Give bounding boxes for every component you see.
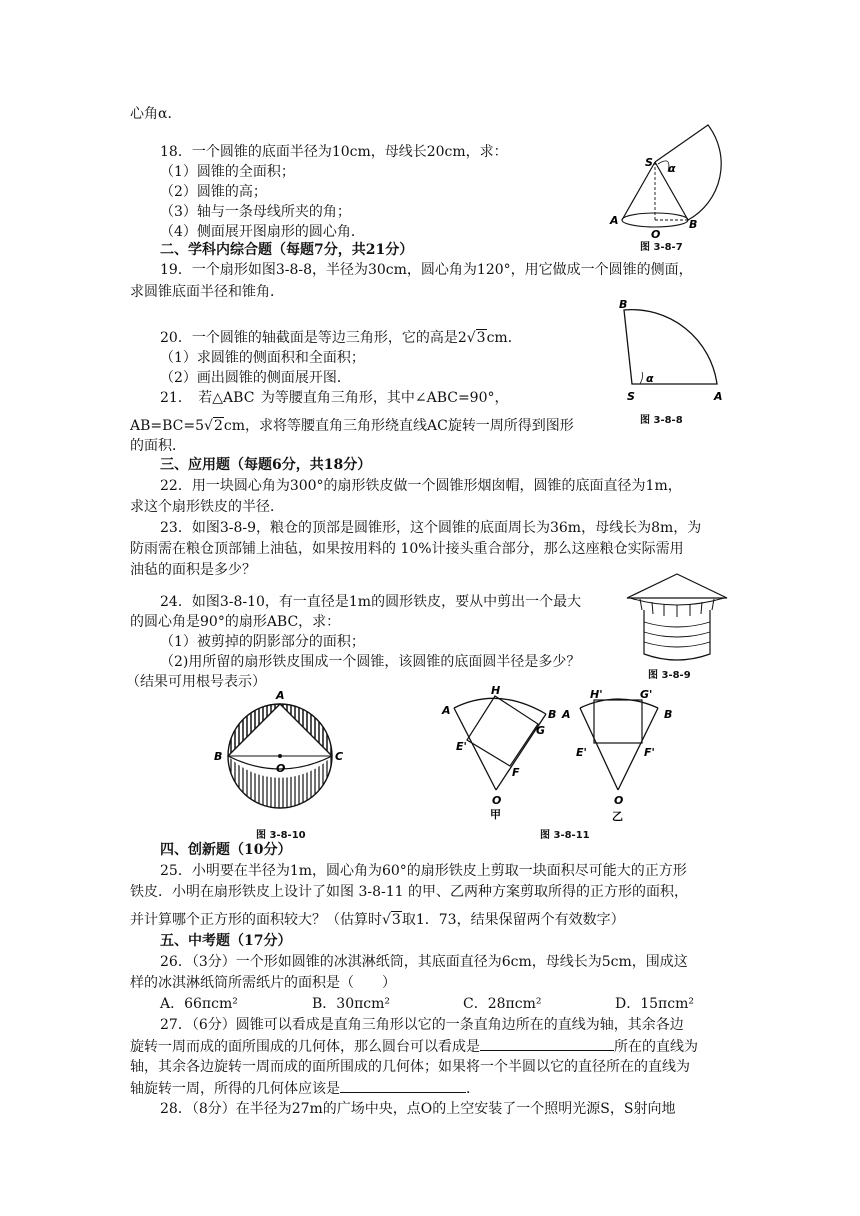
label-A: A [442,704,451,717]
sqrt-symbol: √3 [466,330,486,346]
label-G-prime: G' [640,688,653,701]
label-H-prime: H' [590,688,603,701]
q27-text: 旋转一周而成的面所围成的几何体，那么圆台可以看成是 [130,1039,480,1055]
q20-part1: （1）求圆锥的侧面积和全面积； [160,350,365,366]
label-B: B [664,708,673,721]
caption-3-8-11: 图 3-8-11 [540,830,590,841]
label-E-prime: E' [456,740,467,753]
label-F: F [512,766,520,779]
label-A: A [610,214,619,227]
figure-3-8-11-jia [440,684,560,819]
q27-line2 [130,1036,698,1057]
section-3-heading: 三、应用题（每题6分，共18分） [160,457,372,473]
figure-3-8-9 [622,570,732,665]
label-O: O [492,794,502,807]
q18-part2: （2）圆锥的高； [160,184,267,200]
label-yi: 乙 [612,810,623,823]
q24-line2: 的圆心角是90°的扇形ABC，求： [130,614,341,630]
q23-line1: 23．如图3-8-9，粮仓的顶部是圆锥形，这个圆锥的底面周长为36m，母线长为8m，为 [160,520,702,536]
section-5-heading: 五、中考题（17分） [160,933,292,949]
q25-rest: 取1．73，结果保留两个有效数字） [401,912,625,928]
q20-text: 20．一个圆锥的轴截面是等边三角形，它的高是 [160,330,458,346]
q20-line1 [160,328,522,348]
q18-part4: （4）侧面展开图扇形的圆心角． [160,224,365,240]
label-A: A [562,708,571,721]
figure-3-8-7 [600,120,750,250]
label-B: B [214,750,223,763]
label-A: A [714,390,723,403]
q18-part3: （3）轴与一条母线所夹的角； [160,204,351,220]
q27-line1: 27．（6分）圆锥可以看成是直角三角形以它的一条直角边所在的直线为轴，其余各边 [160,1017,684,1033]
q20-coef: 2 [457,330,467,346]
figure-3-8-11-yi [560,684,690,822]
caption-3-8-7: 图 3-8-7 [640,242,683,253]
q25-text: 并计算哪个正方形的面积较大？（估算时 [130,912,382,928]
sqrt-symbol: √3 [382,912,401,928]
q23-line2: 防雨需在粮仓顶部铺上油毡，如果按用料的 10%计接头重合部分，那么这座粮仓实际需用 [130,541,684,557]
q18-part1: （1）圆锥的全面积； [160,164,295,180]
q27-end: ． [466,1081,480,1097]
label-O: O [614,794,624,807]
section-4-heading: 四、创新题（10分） [160,842,292,858]
label-S: S [627,390,635,403]
label-H: H [491,684,501,697]
label-A: A [276,689,285,702]
caption-3-8-8: 图 3-8-8 [640,415,683,426]
figure-3-8-10 [210,690,350,822]
q27-line4 [130,1078,480,1099]
q21-line2 [130,416,574,436]
q27-line3: 轴，其余各边旋转一周而成的面所围成的几何体；如果将一个半圆以它的直径所在的直线为 [130,1059,690,1075]
q19-line2: 求圆锥底面半径和锥角． [130,284,284,300]
label-B: B [689,218,698,231]
label-O: O [276,762,286,775]
section-2-heading: 二、学科内综合题（每题7分，共21分） [160,242,414,258]
label-alpha: α [668,162,676,175]
label-F-prime: F' [644,746,655,759]
caption-3-8-9: 图 3-8-9 [648,670,691,681]
label-S: S [645,156,653,169]
answer-blank-1[interactable] [480,1036,614,1051]
q21-rest: cm，求将等腰直角三角形绕直线AC旋转一周所得到图形 [223,418,574,434]
q24-line3: （结果可用根号表示） [126,674,266,690]
q24-part1: （1）被剪掉的阴影部分的面积； [160,634,365,650]
q26-option-b: B．30πcm² [312,996,391,1012]
q21-radicand: 2 [213,418,223,434]
q27-text-post: 所在的直线为 [614,1039,698,1055]
q21-line3: 的面积． [130,438,186,454]
q26-option-d: D．15πcm² [615,996,694,1012]
q28-line1: 28．（8分）在半径为27m的广场中央，点O的上空安装了一个照明光源S，S射向地 [160,1101,676,1117]
label-O: O [651,228,661,241]
q21-ab: AB=BC=5 [130,418,205,434]
label-C: C [335,750,344,763]
q26-line2: 样的冰淇淋纸筒所需纸片的面积是（ ） [130,975,396,991]
label-E-prime: E' [576,746,587,759]
label-jia: 甲 [490,808,501,821]
q26-line1: 26．（3分）一个形如圆锥的冰淇淋纸筒，其底面直径为6cm，母线长为5cm，围成这 [160,954,688,970]
q25-radicand: 3 [391,912,401,928]
q26-option-a: A．66πcm² [160,996,238,1012]
q19-line1: 19．一个扇形如图3-8-8，半径为30cm，圆心角为120°，用它做成一个圆锥的侧面， [160,262,693,278]
q24-line1: 24．如图3-8-10，有一直径是1m的圆形铁皮，要从中剪出一个最大 [160,594,582,610]
answer-blank-2[interactable] [340,1078,466,1093]
line-continuation: 心角α． [130,106,182,122]
q22-line2: 求这个扇形铁皮的半径． [130,499,284,515]
sqrt-symbol: √2 [204,418,223,434]
q26-option-c: C．28πcm² [463,996,542,1012]
label-alpha: α [646,372,654,385]
q20-part2: （2）画出圆锥的侧面展开图． [160,370,351,386]
q22-line1: 22．用一块圆心角为300°的扇形铁皮做一个圆锥形烟囱帽，圆锥的底面直径为1m， [160,478,682,494]
q18-text: 18．一个圆锥的底面半径为10cm，母线长20cm，求： [160,144,508,160]
figure-3-8-8 [612,296,742,408]
q23-line3: 油毡的面积是多少？ [130,562,256,578]
caption-3-8-10: 图 3-8-10 [256,830,306,841]
q20-radicand: 3 [476,330,486,346]
q27-text-d: 轴旋转一周，所得的几何体应该是 [130,1081,340,1097]
q20-unit: cm． [486,330,522,346]
label-B: B [548,708,557,721]
q25-line2: 铁皮．小明在扇形铁皮上设计了如图 3-8-11 的甲、乙两种方案剪取所得的正方形的面积， [130,884,688,900]
label-G: G [536,724,546,737]
q24-part2: （2)用所留的扇形铁皮围成一个圆锥，该圆锥的底面圆半径是多少？ [160,654,581,670]
q25-line3 [130,910,625,930]
q21-line1: 21． 若△ABC 为等腰直角三角形，其中∠ABC=90°， [160,390,509,406]
label-B: B [619,298,628,311]
q25-line1: 25．小明要在半径为1m，圆心角为60°的扇形铁皮上剪取一块面积尽可能大的正方形 [160,863,687,879]
